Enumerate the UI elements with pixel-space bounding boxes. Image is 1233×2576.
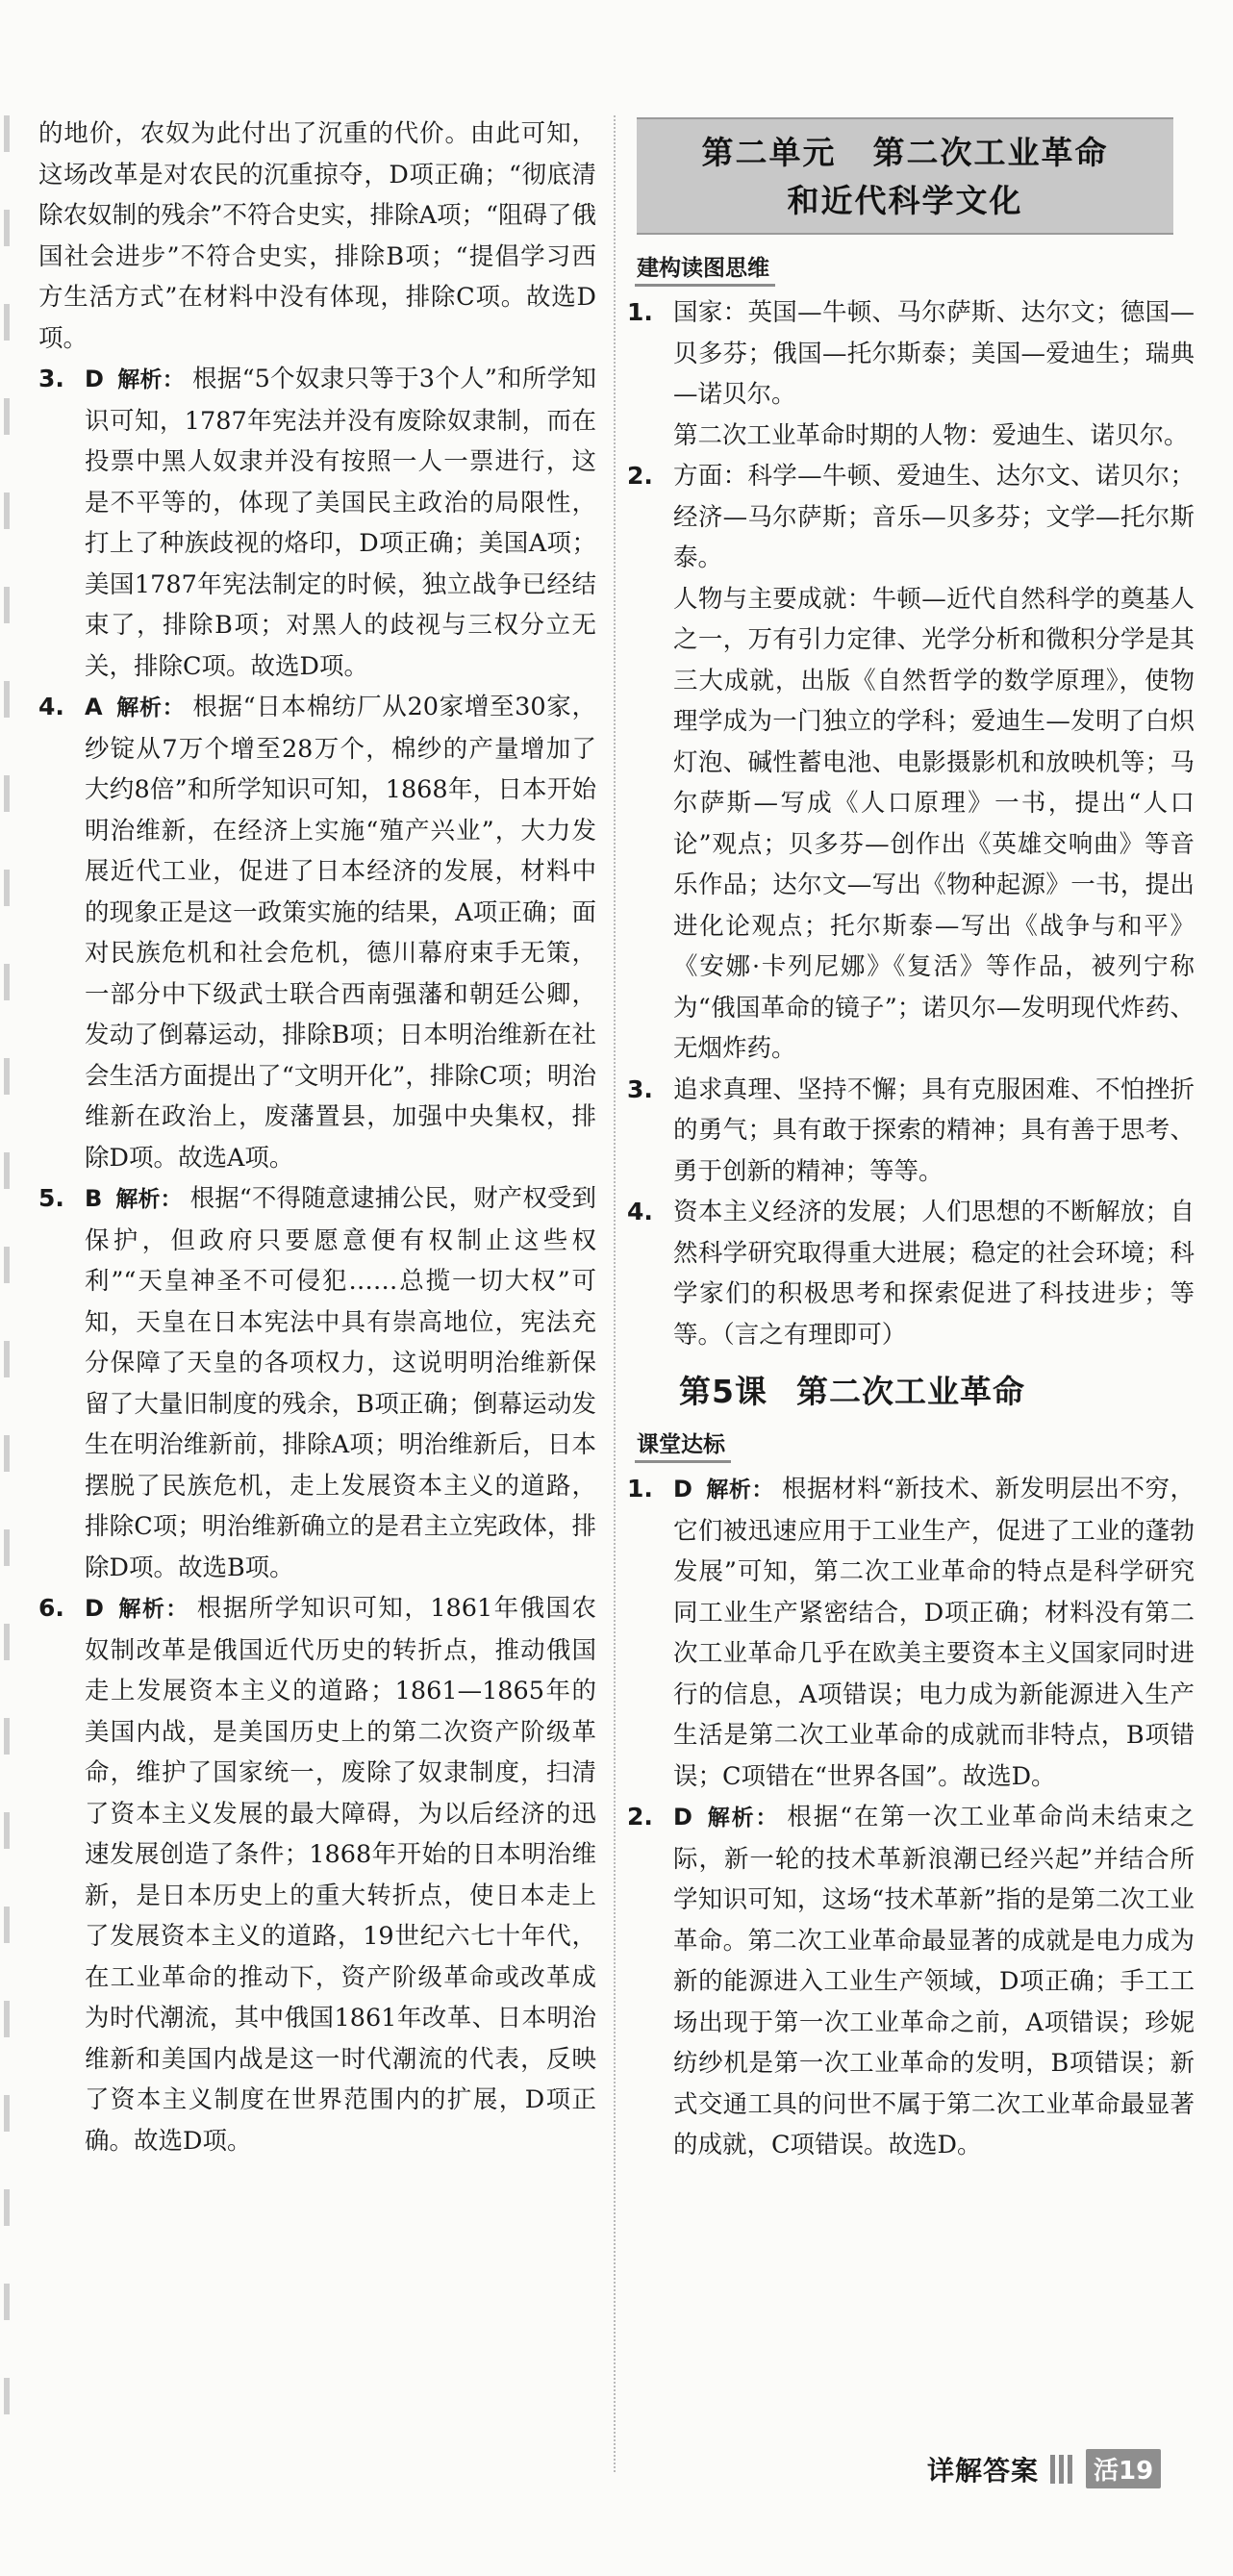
item-number: 4. (38, 693, 64, 720)
item-paragraph: 第二次工业革命时期的人物：爱迪生、诺贝尔。 (673, 420, 1189, 450)
analysis-label: 解析： (705, 1806, 780, 1831)
footer-bars-decoration (1050, 2455, 1076, 2484)
item-paragraph: 人物与主要成就：牛顿—近代自然科学的奠基人之一，万有引力定律、光学分析和微积分学是其三大成就，出版《自然哲学的数学原理》，使物理学成为一门独立的学科；爱迪生—发明了白炽灯泡、碱性蓄电池、电影摄影机和放映机等；马尔萨斯—写成《人口原理》一书，提出“人口论”观点；贝多芬—创作出《英雄交响曲》等音乐作品；达尔文—写出《物种起源》一书，提出进化论观点；托尔斯泰—写出《战争与和平》《安娜·卡列尼娜》《复活》等作品，被列宁称为“俄国革命的镜子”；诺贝尔—发明现代炸药、无烟炸药。 (673, 584, 1195, 1063)
intro-paragraph: 的地价，农奴为此付出了沉重的代价。由此可知，这场改革是对农民的沉重掠夺，D项正确；“彻底清除农奴制的残余”不符合史实，排除A项；“阻碍了俄国社会进步”不符合史实，排除B项；“提倡学习西方生活方式”在材料中没有体现，排除C项。故选D项。 (38, 119, 596, 353)
left-column (38, 114, 596, 2161)
classroom-item-1 (627, 1469, 1195, 1797)
analysis-text: 根据材料“新技术、新发明层出不穷，它们被迅速应用于工业生产，促进了工业的蓬勃发展”可知，第二次工业革命的特点是科学研究同工业生产紧密结合，D项正确；材料没有第二次工业革命几乎在欧美主要资本主义国家同时进行的信息，A项错误；电力成为新能源进入生产生活是第二次工业革命的成就而非特点，B项错误；C项错在“世界各国”。故选D。 (673, 1475, 1195, 1791)
unit-subtitle: 和近代科学文化 (787, 182, 1023, 219)
analysis-label: 解析： (115, 1187, 183, 1212)
item-paragraph: 资本主义经济的发展；人们思想的不断解放；自然科学研究取得重大进展；稳定的社会环境；科学家们的积极思考和探索促进了科技进步；等等。（言之有理即可） (673, 1198, 1195, 1350)
answer-item-5 (38, 1178, 596, 1588)
answer-letter: B (85, 1185, 103, 1212)
column-divider (614, 115, 616, 2472)
analysis-text: 根据所学知识可知，1861年俄国农奴制改革是俄国近代历史的转折点，推动俄国走上发展资本主义的道路；1861—1865年的美国内战，是美国历史上的第二次资产阶级革命，维护了国家统一，废除了奴隶制度，扫清了资本主义发展的最大障碍，为以后经济的迅速发展创造了条件；1868年开始的日本明治维新，是日本历史上的重大转折点，使日本走上了发展资本主义的道路，19世纪六七十年代，在工业革命的推动下，资产阶级革命或改革成为时代潮流，其中俄国1861年改革、日本明治维新和美国内战是这一时代潮流的代表，反映了资本主义制度在世界范围内的扩展，D项正确。故选D项。 (85, 1594, 596, 2156)
reading-item-2 (627, 456, 1195, 1070)
item-paragraph: 追求真理、坚持不懈；具有克服困难、不怕挫折的勇气；具有敢于探索的精神；具有善于思考、勇于创新的精神；等等。 (673, 1074, 1195, 1186)
analysis-text: 根据“不得随意逮捕公民，财产权受到保护，但政府只要愿意便有权制止这些权利”“天皇神圣不可侵犯……总揽一切大权”可知，天皇在日本宪法中具有崇高地位，宪法充分保障了天皇的各项权力，这说明明治维新保留了大量旧制度的残余，B项正确；倒幕运动发生在明治维新前，排除A项；明治维新后，日本摆脱了民族危机，走上发展资本主义的道路，排除C项；明治维新确立的是君主立宪政体，排除D项。故选B项。 (85, 1184, 597, 1582)
answer-letter: D (673, 1804, 692, 1831)
reading-item-4 (627, 1192, 1195, 1355)
unit-number: 第二单元 (701, 134, 837, 171)
page-number-badge: 活19 (1086, 2449, 1161, 2488)
page-footer (927, 2449, 1161, 2488)
analysis-text: 根据“5个奴隶只等于3个人”和所学知识可知，1787年宪法并没有废除奴隶制，而在投票中黑人奴隶并没有按照一人一票进行，这是不平等的，体现了美国民主政治的局限性，打上了种族歧视的烙印，D项正确；美国A项；美国1787年宪法制定的时候，独立战争已经结束了，排除B项；对黑人的歧视与三权分立无关，排除C项。故选D项。 (85, 365, 596, 681)
answer-letter: D (85, 1595, 104, 1622)
analysis-label: 解析： (705, 1477, 774, 1503)
item-number: 1. (627, 298, 653, 326)
unit-title-banner (637, 117, 1173, 235)
right-column (627, 114, 1195, 2166)
section-heading-reading: 建构读图思维 (635, 250, 775, 287)
analysis-text: 根据“在第一次工业革命尚未结束之际，新一轮的技术革新浪潮已经兴起”并结合所学知识可知，这场“技术革新”指的是第二次工业革命。第二次工业革命最显著的成就是电力成为新的能源进入工业生产领域，D项正确；手工工场出现于第一次工业革命之前，A项错误；珍妮纺纱机是第一次工业革命的发明，B项错误；新式交通工具的问世不属于第二次工业革命最显著的成就，C项错误。故选D。 (673, 1803, 1195, 2159)
answer-item-6 (38, 1588, 596, 2161)
item-number: 3. (627, 1074, 653, 1103)
item-number: 3. (38, 365, 64, 392)
classroom-item-2 (627, 1797, 1195, 2166)
item-number: 1. (627, 1475, 653, 1503)
answer-item-3 (38, 359, 596, 687)
lesson-number: 第5课 (679, 1373, 767, 1410)
item-paragraph: 方面：科学—牛顿、爱迪生、达尔文、诺贝尔；经济—马尔萨斯；音乐—贝多芬；文学—托尔斯泰。 (673, 462, 1195, 572)
analysis-label: 解析： (116, 1597, 189, 1622)
analysis-label: 解析： (116, 367, 186, 392)
analysis-label: 解析： (115, 695, 186, 720)
item-number: 5. (38, 1184, 64, 1212)
answer-letter: A (85, 694, 103, 720)
footer-label: 详解答案 (927, 2454, 1040, 2487)
unit-title: 第二次工业革命 (872, 134, 1109, 171)
answer-item-4 (38, 687, 596, 1178)
item-number: 4. (627, 1198, 653, 1225)
answer-letter: D (673, 1476, 692, 1503)
item-paragraph: 国家：英国—牛顿、马尔萨斯、达尔文；德国—贝多芬；俄国—托尔斯泰；美国—爱迪生；瑞典—诺贝尔。 (673, 298, 1195, 409)
lesson-name: 第二次工业革命 (795, 1373, 1025, 1410)
binding-edge-marks (0, 115, 13, 2462)
lesson-title (679, 1365, 1195, 1419)
analysis-text: 根据“日本棉纺厂从20家增至30家，纱锭从7万个增至28万个，棉纱的产量增加了大约8倍”和所学知识可知，1868年，日本开始明治维新，在经济上实施“殖产兴业”，大力发展近代工业，促进了日本经济的发展，材料中的现象正是这一政策实施的结果，A项正确；面对民族危机和社会危机，德川幕府束手无策，一部分中下级武士联合西南强藩和朝廷公卿，发动了倒幕运动，排除B项；日本明治维新在社会生活方面提出了“文明开化”，排除C项；明治维新在政治上，废藩置县，加强中央集权，排除D项。故选A项。 (85, 693, 596, 1173)
item-number: 2. (627, 1803, 653, 1831)
item-number: 2. (627, 462, 653, 490)
reading-item-1 (627, 292, 1195, 456)
item-number: 6. (38, 1594, 64, 1622)
answer-letter: D (85, 366, 104, 392)
reading-item-3 (627, 1070, 1195, 1193)
section-heading-classroom: 课堂达标 (635, 1427, 731, 1463)
